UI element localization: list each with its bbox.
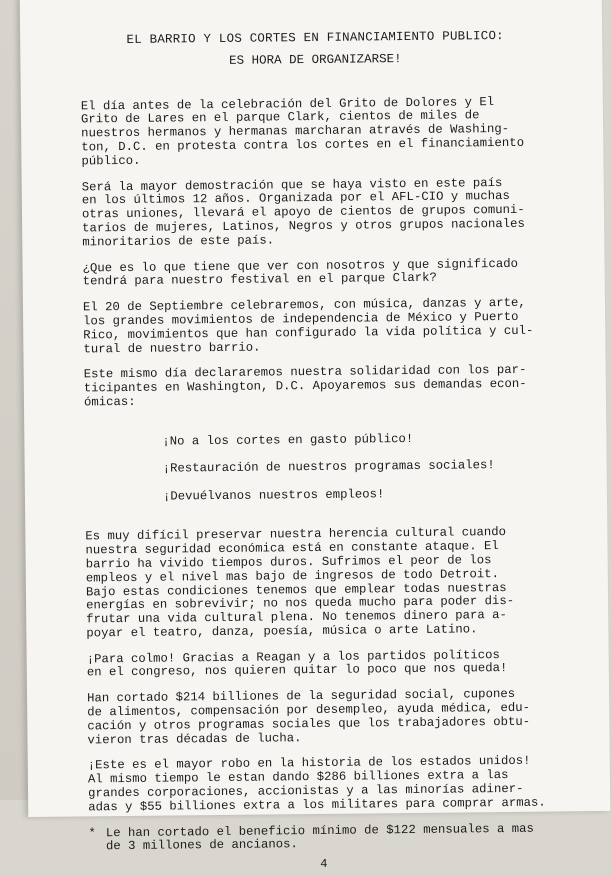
page-number: 4 [320, 857, 328, 872]
footnote [88, 822, 558, 855]
paragraph-3: ¿Que es lo que tiene que ver con nosotros y que significado tendrá para nuestro festival en el parque Clark? [82, 256, 519, 289]
paragraph-8: Han cortado $214 billiones de la seguridad social, cupones de alimentos, compensación por desempleo, ayuda médica, edu- cación y otros programas sociales que los trabajadores obtu- vieron tras décadas de lucha. [87, 687, 531, 748]
paragraph-9: ¡Este es el mayor robo en la historia de los estados unidos! Al mismo tiempo le estan dando $286 billiones extra a las grandes corporaciones, accionistas y a las minorías adiner- adas y $55 billiones extra a los militares para comprar armas. [87, 754, 546, 815]
demands-list [162, 417, 555, 518]
paragraph-6: Es muy difícil preservar nuestra herencia cultural cuando nuestra seguridad económica está en constante ataque. El barrio ha vivido tiempos duros. Sufrimos el peor de los empleos y el nivel mas bajo de ingresos de todo Detroit. Bajo estas condiciones tenemos que emplear todas nuestras energías en sobrevivir; no nos queda mucho para poder dis- frutar una vida cultural plena. No tenemos dinero para a- poyar el teatro, danza, poesía, música o arte Latino. [85, 525, 515, 641]
footnote-text: Le han cortado el beneficio mínimo de $122 mensuales a mas de 3 millones de ancianos. [105, 821, 534, 854]
document-title: EL BARRIO Y LOS CORTES EN FINANCIAMIENTO PUBLICO: [126, 29, 504, 47]
footnote-marker: * [88, 825, 96, 841]
paragraph-5: Este mismo día declararemos nuestra solidaridad con los par- ticipantes en Washington, D.C. Apoyaremos sus demandas econ- ómicas: [83, 363, 527, 410]
demand-item: ¡No a los cortes en gasto público! [162, 431, 414, 449]
paragraph-1: El día antes de la celebración del Grito de Dolores y El Grito de Lares en el parque Clark, cientos de miles de nuestros hermanos y hermanas marcharan através de Washing- ton, D.C. en protesta contra los cortes en el financiamiento público. [80, 94, 525, 169]
document-content [80, 30, 559, 875]
paragraph-4: El 20 de Septiembre celebraremos, con música, danzas y arte, los grandes movimientos de independencia de México y Puerto Rico, movimientos que han configurado la vida política y cul- tural de nuestro barrio. [82, 295, 534, 356]
document-subtitle: ES HORA DE ORGANIZARSE! [229, 51, 402, 68]
paragraph-7: ¡Para colmo! Gracias a Reagan y a los partidos políticos en el congreso, nos quieren quitar lo poco que nos queda! [86, 647, 508, 680]
document-page [20, 0, 611, 872]
demand-item: ¡Restauración de nuestros programas sociales! [162, 458, 495, 476]
demand-item: ¡Devuélvanos nuestros empleos! [162, 486, 385, 504]
paragraph-2: Será la mayor demostración que se haya visto en este país en los últimos 12 años. Organizada por el AFL-CIO y muchas otras uniones, llevará el apoyo de cientos de grupos comuni- tarios de mujeres, Latinos, Negros y otros grupos nacionales minoritarios de este país. [81, 175, 525, 250]
